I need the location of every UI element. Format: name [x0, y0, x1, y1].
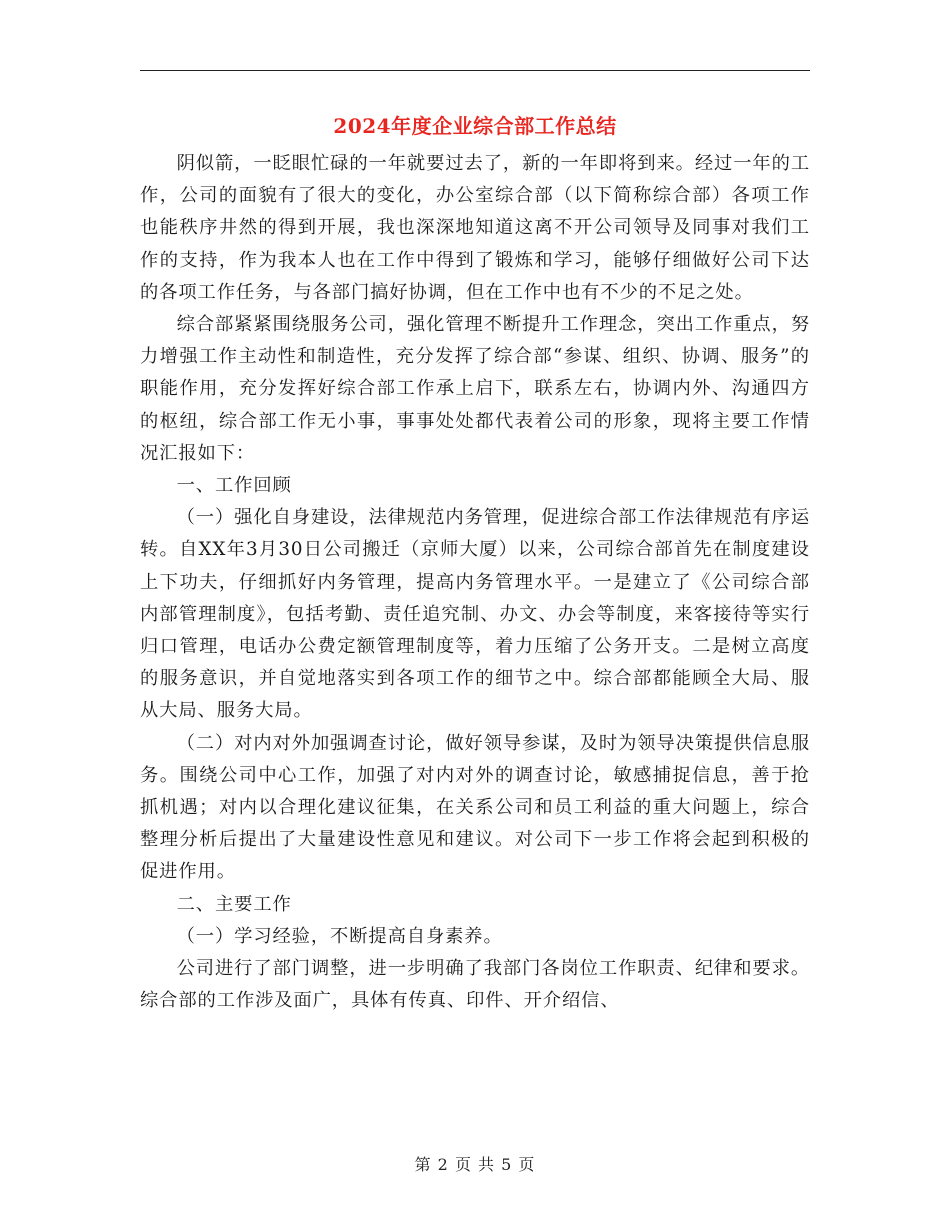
subheading-learning: （一）学习经验，不断提高自身素养。 [176, 925, 503, 947]
header-rule [140, 70, 810, 71]
document-title: 2024年度企业综合部工作总结 [333, 114, 617, 138]
paragraph-intro: 阴似箭，一眨眼忙碌的一年就要过去了，新的一年即将到来。经过一年的工作，公司的面貌有了很大的变化，办公室综合部（以下简称综合部）各项工作也能秩序井然的得到开展，我也深深地知道这离不开公司领导及同事对我们工作的支持，作为我本人也在工作中得到了锻炼和学习，能够仔细做好公司下达的各项工作任务，与各部门搞好协调，但在工作中也有不少的不足之处。 [140, 153, 810, 303]
section-heading-main-work: 二、主要工作 [176, 893, 292, 915]
section-heading-review: 一、工作回顾 [176, 475, 292, 497]
document-body [140, 148, 810, 1017]
paragraph-department: 公司进行了部门调整，进一步明确了我部门各岗位工作职责、纪律和要求。综合部的工作涉及面广，具体有传真、印件、开介绍信、 [140, 958, 810, 1012]
paragraph-overview: 综合部紧紧围绕服务公司，强化管理不断提升工作理念，突出工作重点，努力增强工作主动性和制造性，充分发挥了综合部“参谋、组织、协调、服务”的职能作用，充分发挥好综合部工作承上启下，联系左右，协调内外、沟通四方的枢纽，综合部工作无小事，事事处处都代表着公司的形象，现将主要工作情况汇报如下： [140, 314, 810, 464]
paragraph-review-1: （一）强化自身建设，法律规范内务管理，促进综合部工作法律规范有序运转。自XX年3月30日公司搬迁（京师大厦）以来，公司综合部首先在制度建设上下功夫，仔细抓好内务管理，提高内务管理水平。一是建立了《公司综合部内部管理制度》，包括考勤、责任追究制、办文、办会等制度，来客接待等实行归口管理，电话办公费定额管理制度等，着力压缩了公务开支。二是树立高度的服务意识，并自觉地落实到各项工作的细节之中。综合部都能顾全大局、服从大局、服务大局。 [140, 507, 810, 722]
page-footer: 第 2 页 共 5 页 [414, 1155, 536, 1174]
paragraph-review-2: （二）对内对外加强调查讨论，做好领导参谋，及时为领导决策提供信息服务。围绕公司中心工作，加强了对内对外的调查讨论，敏感捕捉信息，善于抢抓机遇；对内以合理化建议征集，在关系公司和员工利益的重大问题上，综合整理分析后提出了大量建设性意见和建议。对公司下一步工作将会起到积极的促进作用。 [140, 732, 810, 883]
